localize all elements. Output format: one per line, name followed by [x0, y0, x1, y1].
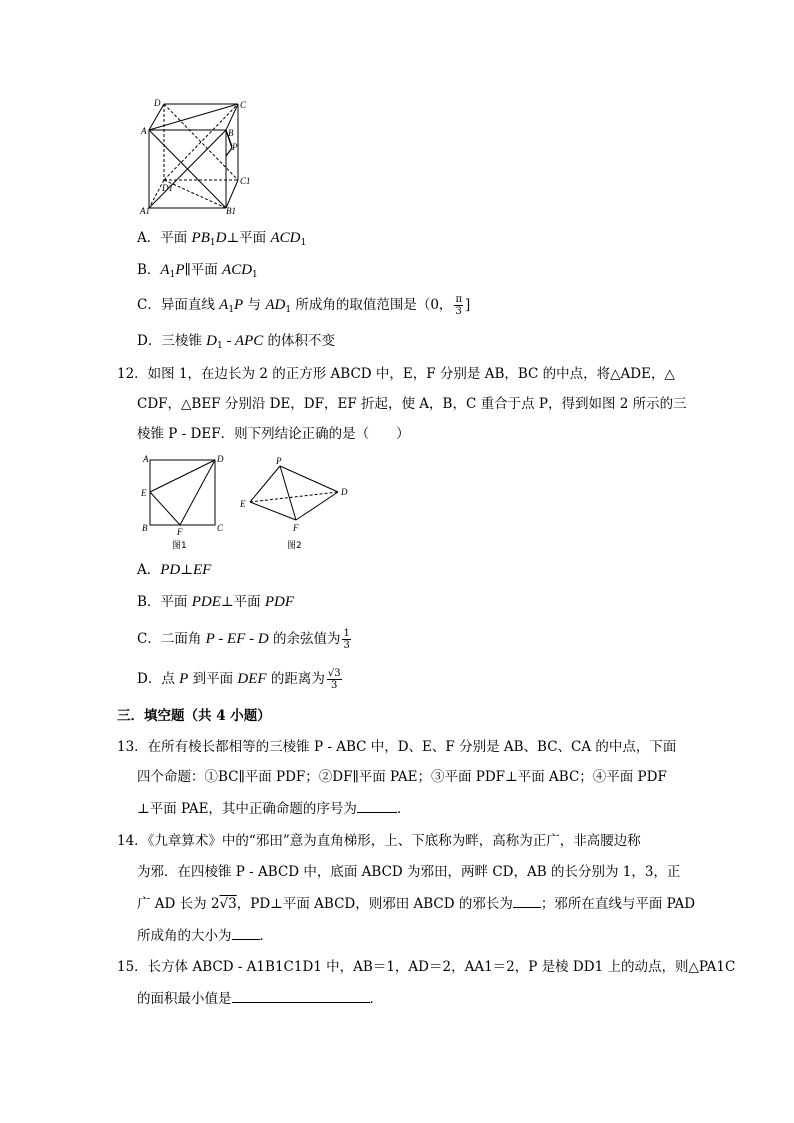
- math-term: DEF: [237, 671, 267, 687]
- q12-stem-line-3: 棱锥 P - DEF．则下列结论正确的是（ ）: [137, 426, 410, 442]
- option-letter: C．: [137, 297, 161, 313]
- figure-2-caption: 图2: [287, 541, 302, 551]
- q12-stem-line-2: CDF，△BEF 分别沿 DE，DF，EF 折起，使 A，B，C 重合于点 P，得到如图 2 所示的三: [137, 396, 687, 412]
- option-text: ∥平面: [184, 262, 223, 278]
- option-letter: B．: [137, 594, 161, 610]
- math-term: P: [234, 297, 244, 313]
- fig2-label-d: D: [341, 487, 348, 497]
- question-text: ；邪所在直线与平面 PAD: [540, 896, 696, 912]
- question-text: ，PD⊥平面 ABCD，则邪田 ABCD 的邪长为: [236, 896, 513, 912]
- fraction-denominator: 3: [331, 680, 338, 691]
- fig1-label-b: B: [142, 523, 148, 533]
- math-term: P: [175, 262, 185, 278]
- cube-figure: [136, 96, 266, 221]
- fraction-denominator: 3: [455, 306, 462, 317]
- cube-label-d1: D1: [162, 183, 173, 193]
- option-text: 的距离为: [266, 671, 325, 687]
- q12-option-b: [137, 592, 294, 612]
- math-term: ACD: [222, 262, 253, 278]
- question-text: 广 AD 长为 2: [137, 896, 220, 912]
- cube-label-c1: C1: [240, 176, 251, 186]
- q11-option-c: [137, 294, 470, 320]
- math-term: PB: [191, 230, 210, 246]
- fraction-numerator: 1: [343, 628, 350, 639]
- subscript: 1: [209, 238, 216, 248]
- fraction-denominator: 3: [343, 640, 350, 651]
- fraction: [454, 294, 463, 317]
- option-text: 三棱锥: [161, 333, 207, 349]
- math-term: - APC: [222, 333, 264, 349]
- answer-blank[interactable]: [232, 988, 370, 1003]
- subscript: 1: [252, 270, 258, 280]
- subscript: 1: [285, 305, 292, 315]
- question-text: ⊥平面 PAE，其中正确命题的序号为: [137, 801, 357, 817]
- q13-line-2: 四个命题：①BC∥平面 PDF；②DF∥平面 PAE；③平面 PDF⊥平面 ABC；④平面 PDF: [137, 769, 667, 785]
- q14-line-1: 14．《九章算术》中的“邪田”意为直角梯形，上、下底称为畔，高称为正广，非高腰边称: [117, 833, 641, 849]
- q14-line-3: [137, 893, 695, 914]
- option-letter: A．: [137, 562, 161, 578]
- q14-line-2: 为邪．在四棱锥 P - ABCD 中，底面 ABCD 为邪田，两畔 CD，AB 的长分别为 1，3，正: [137, 864, 681, 880]
- cube-label-a: A: [141, 126, 147, 136]
- figure-1-caption: 图1: [172, 541, 187, 551]
- cube-label-d: D: [154, 98, 161, 108]
- fig1-label-c: C: [217, 523, 224, 533]
- option-text: 平面: [160, 230, 192, 246]
- math-term: D: [206, 333, 217, 349]
- sqrt-term: √3: [219, 896, 237, 912]
- option-text: ⊥平面: [220, 594, 265, 610]
- math-term: A: [160, 262, 170, 278]
- figure-1-square: [138, 452, 228, 552]
- q15-line-1: 15．长方体 ABCD - A1B1C1D1 中，AB＝1，AD＝2，AA1＝2，P 是棱 DD1 上的动点，则△PA1C: [117, 959, 736, 975]
- math-term: ACD: [270, 230, 301, 246]
- subscript: 1: [300, 238, 307, 248]
- math-term: D: [215, 230, 227, 246]
- q15-line-2: [137, 988, 383, 1009]
- option-text: 所成角的取值范围是（0，: [291, 297, 453, 313]
- question-text: ．: [369, 991, 383, 1007]
- cube-label-a1: A1: [140, 206, 150, 216]
- option-text: 点: [161, 671, 180, 687]
- section-title: 三．填空题（共 4 小题）: [117, 708, 271, 724]
- q14-line-4: [137, 925, 273, 946]
- option-text: 的余弦值为: [268, 631, 341, 647]
- answer-blank[interactable]: [232, 925, 260, 940]
- option-text: 的体积不变: [263, 333, 336, 349]
- q12-option-d: [137, 668, 344, 691]
- q12-stem-line-1: 12．如图 1，在边长为 2 的正方形 ABCD 中，E，F 分别是 AB，BC 的中点，将△ADE，△: [117, 366, 675, 382]
- subscript: 1: [216, 341, 223, 351]
- fraction-numerator: √3: [327, 668, 341, 679]
- q11-option-d: [137, 331, 335, 356]
- fig1-label-a: A: [143, 454, 149, 464]
- fig2-label-p: P: [276, 456, 282, 466]
- math-term: P: [179, 671, 189, 687]
- option-text: ]: [465, 297, 471, 313]
- question-text: ．: [396, 801, 411, 817]
- question-text: 所成角的大小为: [137, 928, 232, 944]
- math-term: A: [219, 297, 229, 313]
- q13-line-1: 13．在所有棱长都相等的三棱锥 P - ABC 中，D、E、F 分别是 AB、BC、CA 的中点，下面: [117, 739, 677, 755]
- cube-label-p: P: [232, 142, 238, 152]
- answer-blank[interactable]: [357, 798, 397, 813]
- fraction: [327, 668, 342, 691]
- question-text: 的面积最小值是: [137, 991, 232, 1007]
- cube-label-b: B: [228, 128, 234, 138]
- math-term: PDE: [191, 594, 221, 610]
- option-text: 异面直线: [160, 297, 220, 313]
- subscript: 1: [228, 305, 235, 315]
- figure-2-tetrahedron: [234, 454, 354, 552]
- option-letter: C．: [137, 631, 161, 647]
- option-text: 平面: [160, 594, 192, 610]
- math-term: P - EF - D: [205, 631, 269, 647]
- cube-label-b1: B1: [226, 206, 236, 216]
- question-text: ．: [259, 928, 273, 944]
- option-letter: B．: [137, 262, 161, 278]
- subscript: 1: [169, 270, 176, 280]
- fig1-label-e: E: [141, 488, 147, 498]
- fig1-label-d: D: [217, 454, 224, 464]
- option-letter: D．: [137, 671, 162, 687]
- q13-line-3: [137, 798, 410, 819]
- option-letter: D．: [137, 333, 162, 349]
- q12-option-a: [137, 560, 211, 580]
- fig2-label-f: F: [293, 523, 299, 533]
- cube-label-c: C: [240, 100, 247, 110]
- math-term: PD: [160, 562, 181, 578]
- fraction-numerator: π: [455, 294, 463, 305]
- option-text: ⊥: [180, 562, 193, 578]
- fig1-label-f: F: [177, 527, 183, 537]
- q12-option-c: [137, 628, 353, 651]
- option-text: 到平面: [188, 671, 238, 687]
- option-text: 与: [243, 297, 266, 313]
- option-text: 二面角: [160, 631, 206, 647]
- fraction: [342, 628, 350, 651]
- option-letter: A．: [137, 230, 161, 246]
- answer-blank[interactable]: [513, 893, 541, 908]
- math-term: PDF: [264, 594, 295, 610]
- option-text: ⊥平面: [226, 230, 271, 246]
- q11-option-b: [137, 260, 258, 285]
- math-term: AD: [265, 297, 286, 313]
- q11-option-a: [137, 228, 306, 253]
- math-term: EF: [192, 562, 212, 578]
- fig2-label-e: E: [240, 499, 246, 509]
